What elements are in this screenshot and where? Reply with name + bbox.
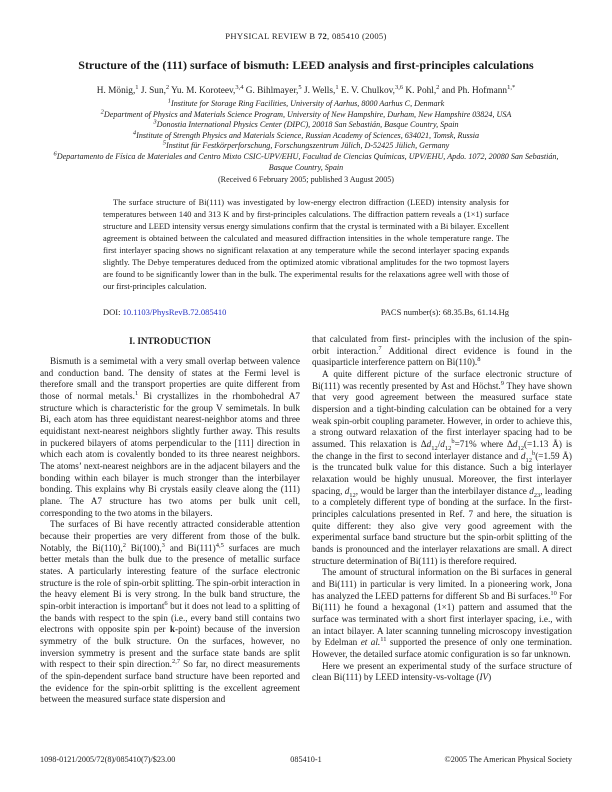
affiliation: $^2$Department of Physics and Materials Science Program, University of New Hampshire, Durham, New Hampshire 03824, USA: [100, 107, 512, 119]
footer-issn: 1098-0121/2005/72(8)/085410(7)/$23.00: [40, 755, 176, 764]
paper-title: Structure of the (111) surface of bismuth: LEED analysis and first-principles calculations: [78, 58, 534, 72]
affiliation-list: [46, 99, 566, 173]
doi-line: [103, 307, 226, 317]
doi-pacs-row: [103, 307, 509, 317]
footer-page-number: 085410-1: [290, 755, 322, 764]
body-columns: [40, 334, 572, 706]
affiliation: $^1$Institute for Storage Ring Facilities, University of Aarhus, 8000 Aarhus C, Denmark: [167, 97, 445, 108]
journal-header: PHYSICAL REVIEW B 72, 085410 (2005): [225, 31, 387, 41]
doi-label: DOI:: [103, 307, 123, 318]
affiliation: $^6$Departamento de Física de Materiales and Centro Mixto CSIC-UPV/EHU, Facultad de Ciencias Químicas, UPV/EHU, Apdo. 1072, 20080 San Sebastián, Basque Country, Spain: [53, 150, 559, 172]
body-paragraph: The surfaces of Bi have recently attracted considerable attention because their properties are very different from those of the bulk. Notably, the Bi(110),$^2$ Bi(100),$^3$ and $Bi(111)^{4,5}$ surfaces are much better metals than the bulk due to the presence of metallic surface states. A particularly interesting feature of the surface electronic structure is the role of spin-orbit splitting. The spin-orbit interaction in the heavy element Bi is very strong. In the bulk band structure, the spin-orbit interaction is important$^6$ but it does not lead to a splitting of the bands with respect to the spin (i.e., every band still contains two electrons with opposite spin per k-point) because of the inversion symmetry of the bulk structure. On the surfaces, however, no inversion symmetry is present and the surface state bands are split with respect to their spin direction.$^{2,7}$ So far, no direct measurements of the spin-dependent surface band structure have been reported and the evidence for the spin-orbit splitting is the excellent agreement between the measured surface state dispersion and: [40, 519, 300, 705]
body-paragraph: Bismuth is a semimetal with a very small overlap between valence and conduction band. The density of states at the Fermi level is therefore small and the transport properties are quite different from those of normal metals.$^1$ Bi crystallizes in the rhombohedral A7 structure which is characteristic for the group V semimetals. In bulk Bi, each atom has three equidistant nearest-neighbor atoms and three equidistant next-nearest neighbors slightly further away. This results in puckered bilayers of atoms perpendicular to the [111] direction in which each atom is covalently bonded to its three nearest neighbors. The atoms’ next-nearest neighbors are in the adjacent bilayers and the bonding within each bilayer is much stronger than the interbilayer bonding. This explains why Bi crystals easily cleave along the (111) plane. The A7 structure has two atoms per bulk unit cell, corresponding to the two atoms in the bilayers.: [40, 356, 300, 518]
doi-link[interactable]: 10.1103/PhysRevB.72.085410: [122, 307, 227, 318]
body-paragraph: A quite different picture of the surface electronic structure of Bi(111) was recently presented by Ast and Höchst.$^9$ They have shown that very good agreement between the measured surface state dispersion and a tight-binding calculation can be obtained for a very weak spin-orbit coupling parameter. However, in order to achieve this, a strong outward relaxation of the first interlayer spacing had to be assumed. This relaxation is $\Delta d_{12}/d_{12}^b=71\%$ where $\Delta d_{12}(=1.13$ Å) is the change in the first to second interlayer distance and $d_{12}^b(=1.59$ Å) is the truncated bulk value for this distance. Such a big interlayer relaxation would be highly unusual. Moreover, the first interlayer spacing, $d_{12}$, would be larger than the interbilayer distance $d_{23}$, leading to a completely different type of bonding at the surface. In the first-principles calculations presented in Ref. 7 and here, the situation is quite different: they also give very good agreement with the experimental surface band structure but the spin-orbit splitting of the bands is pronounced and the interlayer relaxations are small. A direct structure determination of Bi(111) is therefore required.: [312, 369, 573, 566]
pacs-line: PACS number(s): 68.35.Bs, 61.14.Hg: [380, 307, 509, 318]
affiliation: $^4$Institute of Strength Physics and Materials Science, Russian Academy of Sciences, 634021, Tomsk, Russia: [132, 129, 480, 140]
body-paragraph: Here we present an experimental study of the surface structure of clean Bi(111) by LEED intensity-vs-voltage (IV): [312, 660, 572, 683]
section-heading: I. INTRODUCTION: [129, 336, 211, 347]
left-column: [40, 334, 300, 706]
received-line: (Received 6 February 2005; published 3 August 2005): [217, 175, 394, 185]
page-footer: [40, 755, 572, 764]
author-line: H. Mönig,$^1$ J. Sun,$^2$ Yu. M. Koroteev,$^{3,4}$ G. Bihlmayer,$^5$ J. Wells,$^1$ E. V. Chulkov,$^{3,6}$ K. Pohl,$^2$ and Ph. Hofmann$^{1,*}$: [96, 83, 516, 96]
footer-copyright: ©2005 The American Physical Society: [444, 755, 572, 764]
abstract: The surface structure of Bi(111) was investigated by low-energy electron diffraction (LEED) intensity analysis for temperatures between 140 and 313 K and by first-principles calculations. The diffraction pattern reveals a (1×1) surface structure and LEED intensity versus energy simulations confirm that the crystal is terminated with a Bi bilayer. Excellent agreement is obtained between the calculated and measured diffraction intensities in the whole temperature range. The first interlayer spacing shows no significant relaxation at any temperature while the second interlayer spacing expands slightly. The Debye temperatures deduced from the optimized atomic vibrational amplitudes for the two topmost layers are found to be significantly lower than in the bulk. The experimental results for the relaxations agree well with those of our first-principles calculation.: [103, 198, 509, 292]
right-column: [312, 334, 572, 706]
affiliation: $^5$Institut für Festkörperforschung, Forschungszentrum Jülich, D-52425 Jülich, Germany: [162, 139, 450, 151]
body-paragraph: The amount of structural information on the Bi surfaces in general and Bi(111) in particular is very limited. In a pioneering work, Jona has analyzed the LEED patterns for different Sb and Bi surfaces.$^{10}$ For Bi(111) he found a hexagonal (1×1) pattern and assumed that the surface was terminated with a short first interlayer spacing, i.e., with an intact bilayer. A later scanning tunneling microscopy investigation by Edelman et al.$^{11}$ supported the presence of only one termination. However, the detailed surface atomic configuration is so far unknown.: [312, 567, 573, 659]
affiliation: $^3$Donostia International Physics Center (DIPC), 20018 San Sebastián, Basque Country, Spain: [153, 118, 459, 130]
body-paragraph: that calculated from first- principles with the inclusion of the spin-orbit interaction.$^7$ Additional direct evidence is found in the quasiparticle interference pattern on Bi(110).$^8$: [312, 334, 572, 368]
